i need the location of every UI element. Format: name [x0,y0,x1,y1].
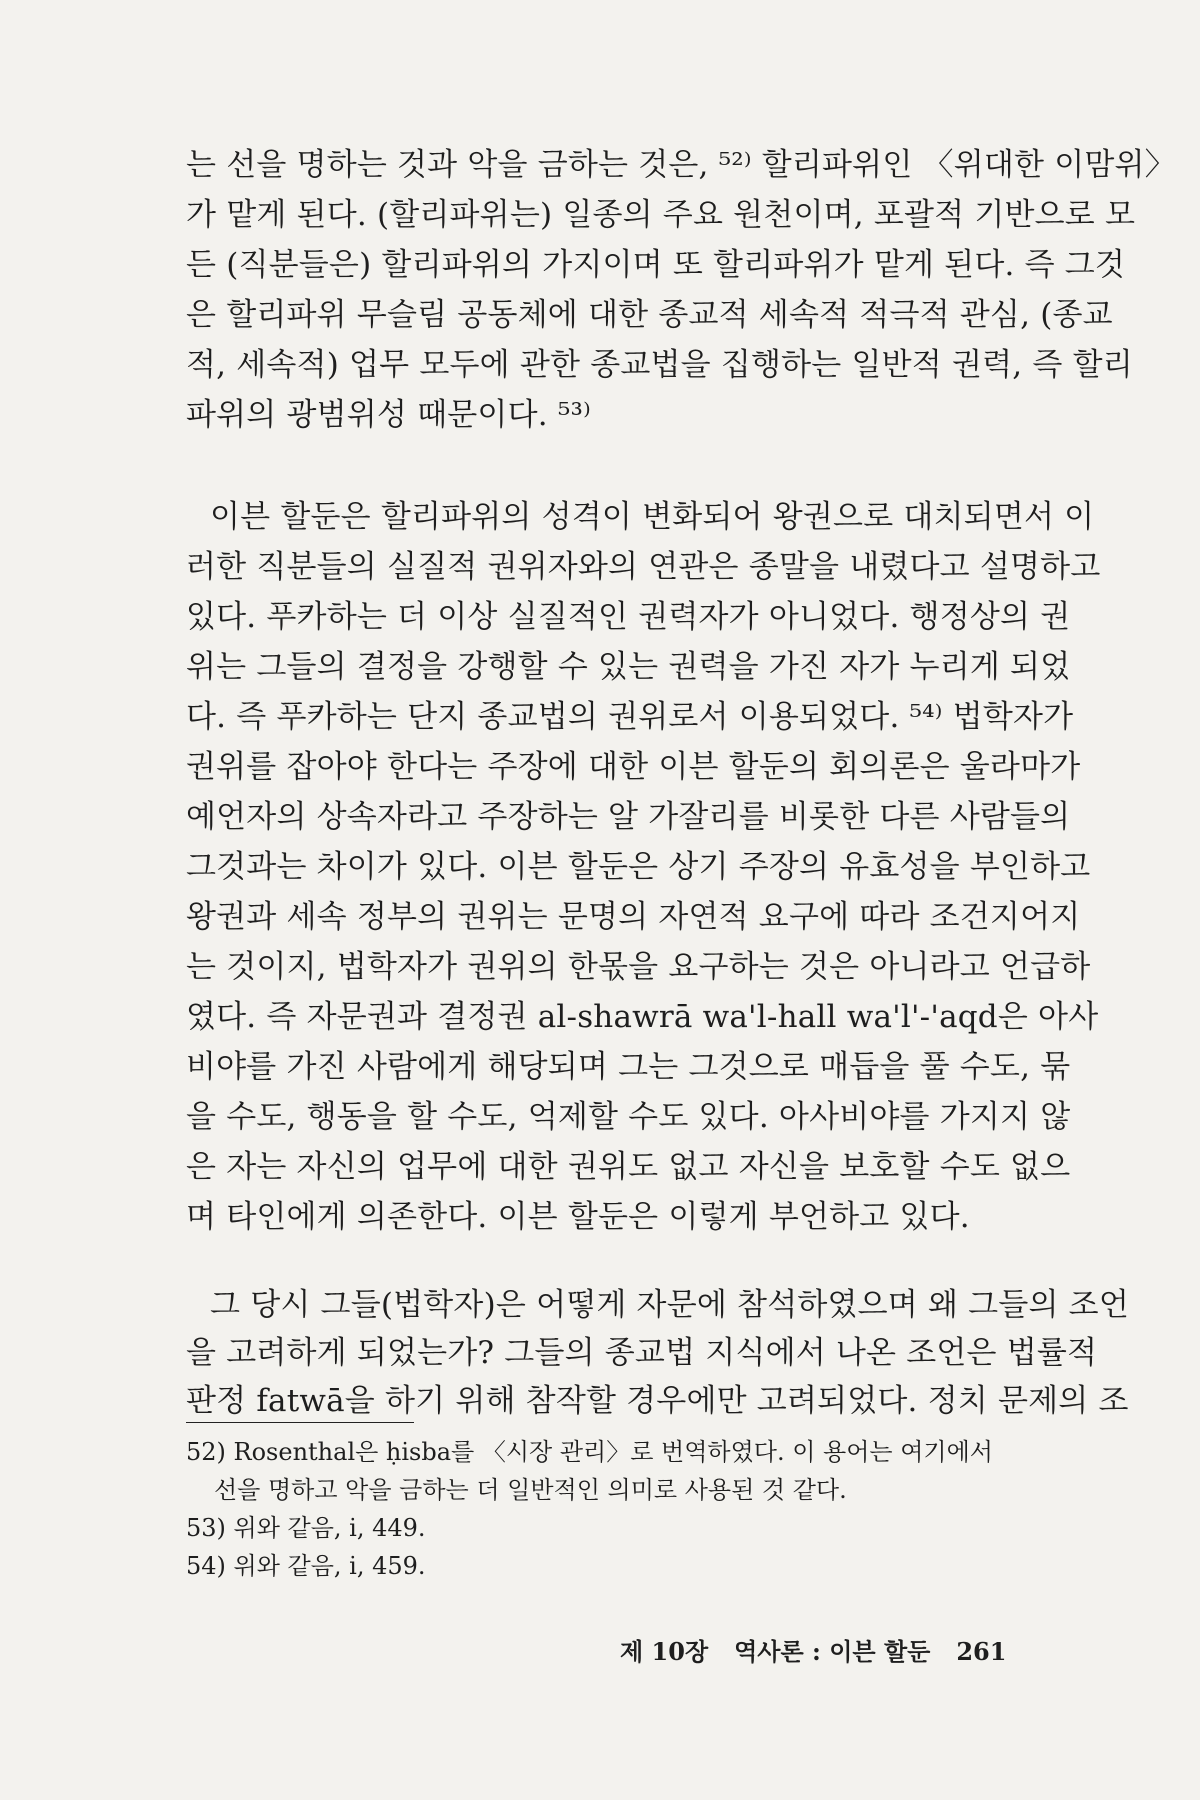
text-line: 는 것이지, 법학자가 권위의 한몫을 요구하는 것은 아니라고 언급하 [186,949,1091,985]
text-line: 을 수도, 행동을 할 수도, 억제할 수도 있다. 아사비야를 가지지 않 [186,1099,1071,1135]
text-line: 예언자의 상속자라고 주장하는 알 가잘리를 비롯한 다른 사람들의 [186,799,1071,835]
text-line: 였다. 즉 자문권과 결정권 al-shawrā wa'l-hall wa'l'-'aqd은 아사 [186,999,1099,1035]
text-line: 비야를 가진 사람에게 해당되며 그는 그것으로 매듭을 풀 수도, 묶 [186,1049,1071,1085]
text-line: 가 맡게 된다. (할리파위는) 일종의 주요 원천이며, 포괄적 기반으로 모 [186,197,1136,233]
page-number: 261 [956,1637,1007,1666]
text-line: 권위를 잡아야 한다는 주장에 대한 이븐 할둔의 회의론은 울라마가 [186,749,1081,785]
text-line: 을 고려하게 되었는가? 그들의 종교법 지식에서 나온 조언은 법률적 [186,1335,1098,1371]
text-line: 이븐 할둔은 할리파위의 성격이 변화되어 왕권으로 대치되면서 이 [210,499,1095,535]
text-line: 적, 세속적) 업무 모두에 관한 종교법을 집행하는 일반적 권력, 즉 할리 [186,347,1133,383]
text-line: 다. 즉 푸카하는 단지 종교법의 권위로서 이용되었다. ⁵⁴⁾ 법학자가 [186,699,1074,735]
chapter-title: 역사론 : 이븐 할둔 [734,1637,931,1666]
text-line: 있다. 푸카하는 더 이상 실질적인 권력자가 아니었다. 행정상의 권 [186,599,1071,635]
text-line: 위는 그들의 결정을 강행할 수 있는 권력을 가진 자가 누리게 되었 [186,649,1071,685]
text-line: 러한 직분들의 실질적 권위자와의 연관은 종말을 내렸다고 설명하고 [186,549,1101,585]
footnote-divider [186,1422,414,1423]
text-line: 왕권과 세속 정부의 권위는 문명의 자연적 요구에 따라 조건지어지 [186,899,1081,935]
footnote-53: 53) 위와 같음, i, 449. [186,1514,426,1542]
text-line: 은 자는 자신의 업무에 대한 권위도 없고 자신을 보호할 수도 없으 [186,1149,1071,1185]
text-line: 는 선을 명하는 것과 악을 금하는 것은, ⁵²⁾ 할리파위인 〈위대한 이맘위〉 [186,147,1176,183]
text-line: 은 할리파위 무슬림 공동체에 대한 종교적 세속적 적극적 관심, (종교 [186,297,1113,333]
text-line: 든 (직분들은) 할리파위의 가지이며 또 할리파위가 맡게 된다. 즉 그것 [186,247,1126,283]
text-line: 그 당시 그들(법학자)은 어떻게 자문에 참석하였으며 왜 그들의 조언 [210,1287,1129,1323]
running-footer [620,1632,1006,1667]
text-line: 그것과는 차이가 있다. 이븐 할둔은 상기 주장의 유효성을 부인하고 [186,849,1091,885]
text-line: 며 타인에게 의존한다. 이븐 할둔은 이렇게 부언하고 있다. [186,1199,970,1235]
footnote-54: 54) 위와 같음, i, 459. [186,1552,426,1580]
chapter-label: 제 10장 [620,1637,709,1666]
text-line: 판정 fatwā을 하기 위해 참작할 경우에만 고려되었다. 정치 문제의 조 [186,1383,1129,1419]
text-line: 파위의 광범위성 때문이다. ⁵³⁾ [186,397,591,433]
footnote-52-continued: 선을 명하고 악을 금하는 더 일반적인 의미로 사용된 것 같다. [214,1476,847,1504]
footnote-52: 52) Rosenthal은 ḥisba를 〈시장 관리〉로 번역하였다. 이 용어는 여기에서 [186,1438,993,1466]
